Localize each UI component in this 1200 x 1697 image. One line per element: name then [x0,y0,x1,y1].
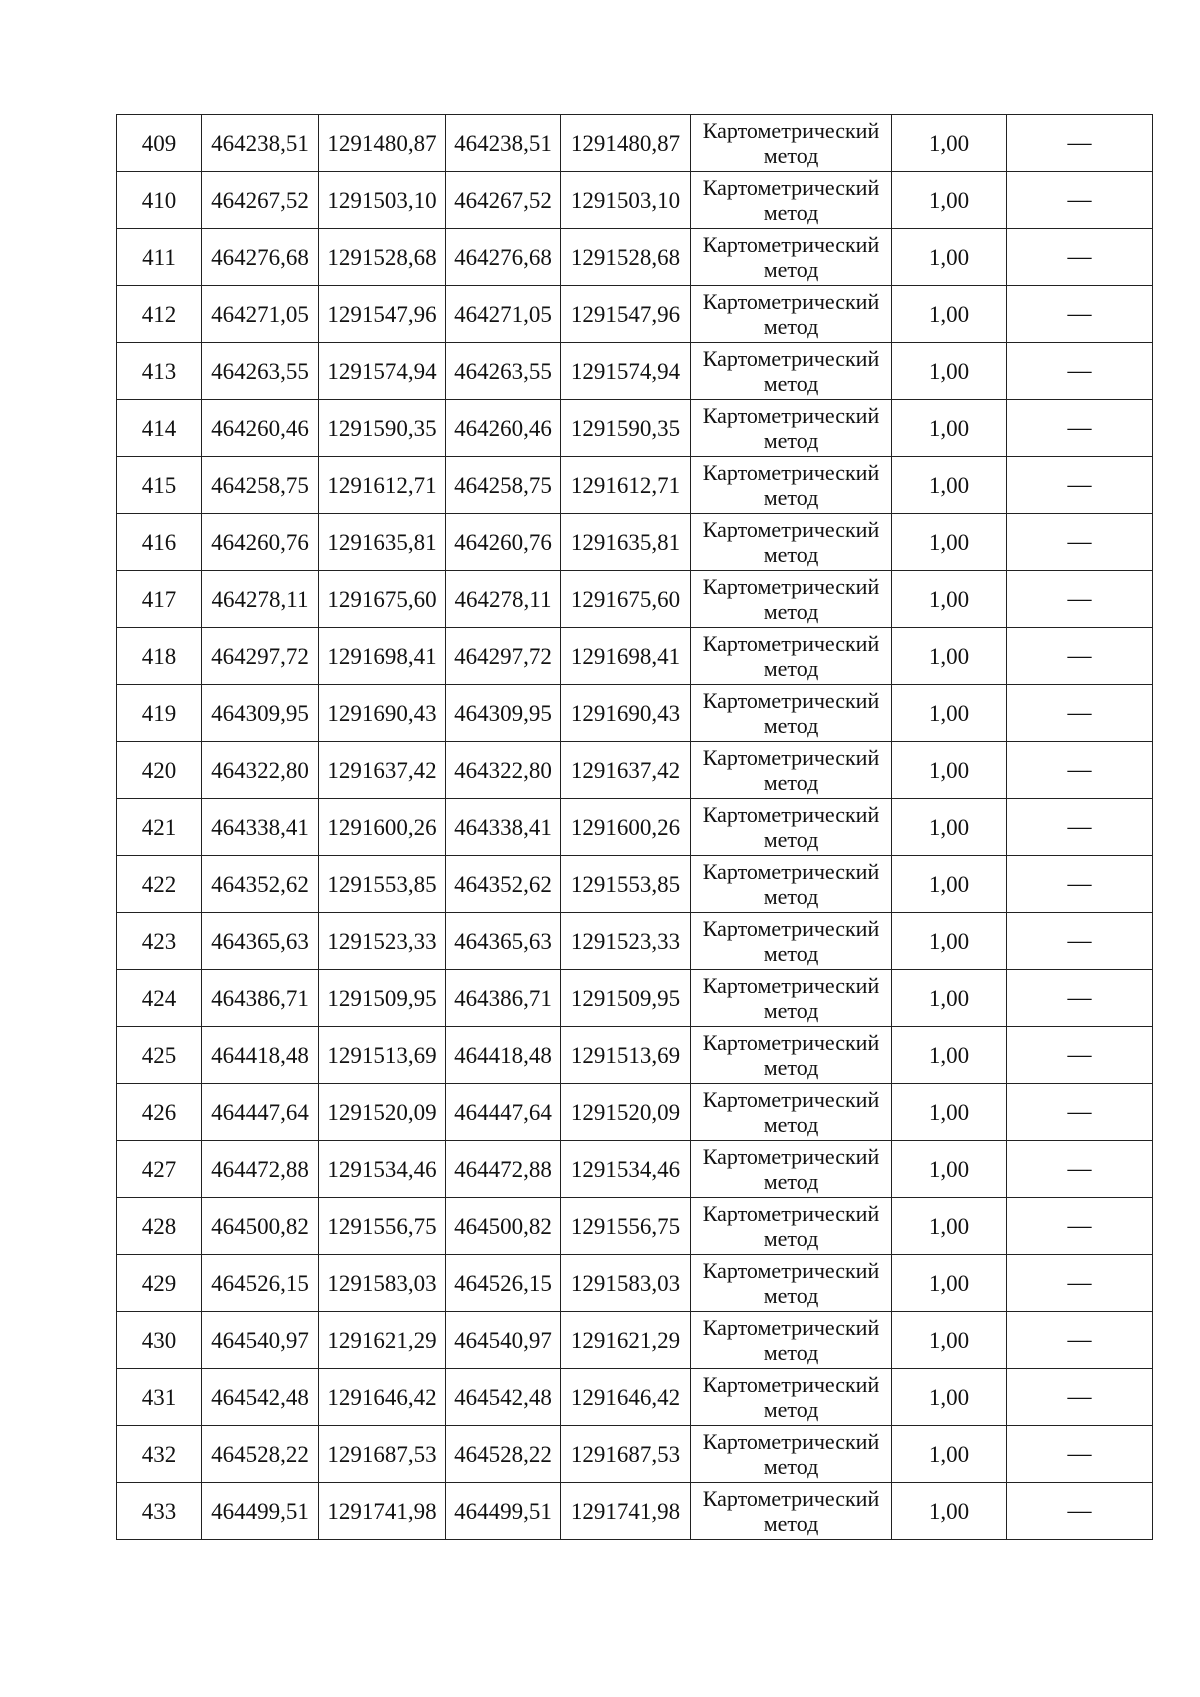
new-y-coordinate-cell: 1291503,10 [561,172,691,229]
table-row [117,685,1153,742]
existing-y-coordinate-cell: 1291528,68 [319,229,446,286]
accuracy-cell: 1,00 [892,400,1007,457]
note-cell: — [1007,229,1153,286]
method-line-2: метод [763,314,819,339]
method-line-1: Картометрический [702,289,880,314]
method-line-1: Картометрический [702,802,880,827]
table-row [117,742,1153,799]
determination-method-cell [691,457,892,514]
existing-x-coordinate-cell: 464267,52 [202,172,319,229]
accuracy-cell: 1,00 [892,799,1007,856]
accuracy-cell: 1,00 [892,856,1007,913]
new-x-coordinate-cell: 464338,41 [446,799,561,856]
method-line-1: Картометрический [702,1201,880,1226]
method-line-1: Картометрический [702,1315,880,1340]
accuracy-cell: 1,00 [892,1141,1007,1198]
determination-method-cell [691,799,892,856]
table-row [117,1312,1153,1369]
new-y-coordinate-cell: 1291675,60 [561,571,691,628]
method-line-2: метод [763,542,819,567]
method-line-1: Картометрический [702,1030,880,1055]
existing-y-coordinate-cell: 1291480,87 [319,115,446,172]
accuracy-cell: 1,00 [892,1483,1007,1540]
new-y-coordinate-cell: 1291553,85 [561,856,691,913]
existing-y-coordinate-cell: 1291547,96 [319,286,446,343]
existing-x-coordinate-cell: 464278,11 [202,571,319,628]
table-row [117,799,1153,856]
table-row [117,1369,1153,1426]
point-number-cell: 416 [117,514,202,571]
determination-method-cell [691,1141,892,1198]
existing-x-coordinate-cell: 464263,55 [202,343,319,400]
existing-x-coordinate-cell: 464297,72 [202,628,319,685]
accuracy-cell: 1,00 [892,229,1007,286]
note-cell: — [1007,1141,1153,1198]
accuracy-cell: 1,00 [892,1426,1007,1483]
point-number-cell: 419 [117,685,202,742]
note-cell: — [1007,1027,1153,1084]
table-row [117,913,1153,970]
determination-method-cell [691,286,892,343]
method-line-1: Картометрический [702,1258,880,1283]
table-row [117,400,1153,457]
determination-method-cell [691,172,892,229]
method-line-1: Картометрический [702,916,880,941]
new-y-coordinate-cell: 1291534,46 [561,1141,691,1198]
existing-x-coordinate-cell: 464260,46 [202,400,319,457]
existing-y-coordinate-cell: 1291556,75 [319,1198,446,1255]
existing-y-coordinate-cell: 1291509,95 [319,970,446,1027]
new-y-coordinate-cell: 1291574,94 [561,343,691,400]
note-cell: — [1007,1369,1153,1426]
method-line-1: Картометрический [702,1486,880,1511]
existing-y-coordinate-cell: 1291687,53 [319,1426,446,1483]
new-y-coordinate-cell: 1291600,26 [561,799,691,856]
new-x-coordinate-cell: 464263,55 [446,343,561,400]
existing-x-coordinate-cell: 464258,75 [202,457,319,514]
determination-method-cell [691,1084,892,1141]
determination-method-cell [691,685,892,742]
method-line-2: метод [763,998,819,1023]
note-cell: — [1007,970,1153,1027]
method-line-2: метод [763,1397,819,1422]
note-cell: — [1007,1255,1153,1312]
new-x-coordinate-cell: 464297,72 [446,628,561,685]
existing-y-coordinate-cell: 1291520,09 [319,1084,446,1141]
method-line-1: Картометрический [702,859,880,884]
existing-y-coordinate-cell: 1291635,81 [319,514,446,571]
point-number-cell: 420 [117,742,202,799]
accuracy-cell: 1,00 [892,913,1007,970]
table-row [117,1027,1153,1084]
existing-x-coordinate-cell: 464322,80 [202,742,319,799]
method-line-1: Картометрический [702,175,880,200]
existing-x-coordinate-cell: 464526,15 [202,1255,319,1312]
new-x-coordinate-cell: 464238,51 [446,115,561,172]
method-line-1: Картометрический [702,346,880,371]
note-cell: — [1007,286,1153,343]
existing-y-coordinate-cell: 1291698,41 [319,628,446,685]
table-row [117,514,1153,571]
point-number-cell: 426 [117,1084,202,1141]
new-x-coordinate-cell: 464352,62 [446,856,561,913]
method-line-1: Картометрический [702,1372,880,1397]
existing-x-coordinate-cell: 464528,22 [202,1426,319,1483]
table-row [117,343,1153,400]
method-line-2: метод [763,1511,819,1536]
table-row [117,1426,1153,1483]
new-x-coordinate-cell: 464258,75 [446,457,561,514]
method-line-1: Картометрический [702,517,880,542]
existing-y-coordinate-cell: 1291612,71 [319,457,446,514]
accuracy-cell: 1,00 [892,1255,1007,1312]
determination-method-cell [691,1198,892,1255]
determination-method-cell [691,400,892,457]
new-y-coordinate-cell: 1291523,33 [561,913,691,970]
new-x-coordinate-cell: 464542,48 [446,1369,561,1426]
table-row [117,856,1153,913]
accuracy-cell: 1,00 [892,1084,1007,1141]
new-y-coordinate-cell: 1291687,53 [561,1426,691,1483]
method-line-1: Картометрический [702,688,880,713]
new-y-coordinate-cell: 1291646,42 [561,1369,691,1426]
point-number-cell: 415 [117,457,202,514]
method-line-2: метод [763,1169,819,1194]
note-cell: — [1007,628,1153,685]
determination-method-cell [691,1255,892,1312]
new-x-coordinate-cell: 464271,05 [446,286,561,343]
determination-method-cell [691,742,892,799]
method-line-2: метод [763,884,819,909]
point-number-cell: 413 [117,343,202,400]
new-x-coordinate-cell: 464472,88 [446,1141,561,1198]
new-y-coordinate-cell: 1291741,98 [561,1483,691,1540]
note-cell: — [1007,1483,1153,1540]
new-x-coordinate-cell: 464278,11 [446,571,561,628]
method-line-1: Картометрический [702,1087,880,1112]
new-y-coordinate-cell: 1291520,09 [561,1084,691,1141]
existing-x-coordinate-cell: 464271,05 [202,286,319,343]
existing-x-coordinate-cell: 464338,41 [202,799,319,856]
point-number-cell: 421 [117,799,202,856]
note-cell: — [1007,115,1153,172]
determination-method-cell [691,628,892,685]
method-line-1: Картометрический [702,1144,880,1169]
point-number-cell: 425 [117,1027,202,1084]
new-y-coordinate-cell: 1291547,96 [561,286,691,343]
table-row [117,1255,1153,1312]
point-number-cell: 418 [117,628,202,685]
new-y-coordinate-cell: 1291621,29 [561,1312,691,1369]
method-line-2: метод [763,941,819,966]
existing-x-coordinate-cell: 464499,51 [202,1483,319,1540]
method-line-2: метод [763,485,819,510]
determination-method-cell [691,1027,892,1084]
note-cell: — [1007,799,1153,856]
point-number-cell: 414 [117,400,202,457]
existing-x-coordinate-cell: 464260,76 [202,514,319,571]
existing-x-coordinate-cell: 464352,62 [202,856,319,913]
determination-method-cell [691,1426,892,1483]
accuracy-cell: 1,00 [892,514,1007,571]
existing-x-coordinate-cell: 464418,48 [202,1027,319,1084]
new-y-coordinate-cell: 1291690,43 [561,685,691,742]
existing-x-coordinate-cell: 464365,63 [202,913,319,970]
accuracy-cell: 1,00 [892,286,1007,343]
method-line-2: метод [763,200,819,225]
existing-y-coordinate-cell: 1291574,94 [319,343,446,400]
method-line-1: Картометрический [702,1429,880,1454]
accuracy-cell: 1,00 [892,970,1007,1027]
method-line-1: Картометрический [702,574,880,599]
point-number-cell: 424 [117,970,202,1027]
existing-y-coordinate-cell: 1291646,42 [319,1369,446,1426]
determination-method-cell [691,229,892,286]
table-row [117,1084,1153,1141]
accuracy-cell: 1,00 [892,115,1007,172]
table-row [117,115,1153,172]
method-line-1: Картометрический [702,973,880,998]
new-x-coordinate-cell: 464260,46 [446,400,561,457]
method-line-2: метод [763,1283,819,1308]
existing-x-coordinate-cell: 464472,88 [202,1141,319,1198]
existing-x-coordinate-cell: 464238,51 [202,115,319,172]
new-y-coordinate-cell: 1291635,81 [561,514,691,571]
method-line-2: метод [763,1454,819,1479]
new-y-coordinate-cell: 1291698,41 [561,628,691,685]
point-number-cell: 410 [117,172,202,229]
point-number-cell: 428 [117,1198,202,1255]
point-number-cell: 412 [117,286,202,343]
method-line-2: метод [763,599,819,624]
method-line-2: метод [763,713,819,738]
note-cell: — [1007,343,1153,400]
determination-method-cell [691,1312,892,1369]
new-x-coordinate-cell: 464528,22 [446,1426,561,1483]
determination-method-cell [691,115,892,172]
point-number-cell: 417 [117,571,202,628]
coordinates-table [116,114,1153,1540]
method-line-1: Картометрический [702,403,880,428]
accuracy-cell: 1,00 [892,1369,1007,1426]
accuracy-cell: 1,00 [892,742,1007,799]
new-y-coordinate-cell: 1291637,42 [561,742,691,799]
point-number-cell: 409 [117,115,202,172]
new-y-coordinate-cell: 1291509,95 [561,970,691,1027]
method-line-2: метод [763,428,819,453]
accuracy-cell: 1,00 [892,1027,1007,1084]
existing-x-coordinate-cell: 464542,48 [202,1369,319,1426]
note-cell: — [1007,172,1153,229]
existing-y-coordinate-cell: 1291534,46 [319,1141,446,1198]
method-line-1: Картометрический [702,745,880,770]
note-cell: — [1007,1084,1153,1141]
point-number-cell: 432 [117,1426,202,1483]
point-number-cell: 423 [117,913,202,970]
method-line-2: метод [763,371,819,396]
new-y-coordinate-cell: 1291480,87 [561,115,691,172]
accuracy-cell: 1,00 [892,1312,1007,1369]
new-x-coordinate-cell: 464260,76 [446,514,561,571]
existing-y-coordinate-cell: 1291621,29 [319,1312,446,1369]
existing-x-coordinate-cell: 464447,64 [202,1084,319,1141]
accuracy-cell: 1,00 [892,1198,1007,1255]
point-number-cell: 429 [117,1255,202,1312]
method-line-2: метод [763,1055,819,1080]
existing-y-coordinate-cell: 1291523,33 [319,913,446,970]
accuracy-cell: 1,00 [892,628,1007,685]
table-body [117,115,1153,1540]
method-line-2: метод [763,1112,819,1137]
accuracy-cell: 1,00 [892,343,1007,400]
new-y-coordinate-cell: 1291590,35 [561,400,691,457]
existing-y-coordinate-cell: 1291590,35 [319,400,446,457]
method-line-1: Картометрический [702,460,880,485]
method-line-1: Картометрический [702,631,880,656]
table-row [117,571,1153,628]
determination-method-cell [691,571,892,628]
new-y-coordinate-cell: 1291528,68 [561,229,691,286]
new-x-coordinate-cell: 464499,51 [446,1483,561,1540]
note-cell: — [1007,913,1153,970]
existing-y-coordinate-cell: 1291741,98 [319,1483,446,1540]
determination-method-cell [691,1369,892,1426]
determination-method-cell [691,913,892,970]
table-row [117,1198,1153,1255]
method-line-2: метод [763,1340,819,1365]
new-y-coordinate-cell: 1291583,03 [561,1255,691,1312]
determination-method-cell [691,514,892,571]
note-cell: — [1007,1198,1153,1255]
point-number-cell: 431 [117,1369,202,1426]
method-line-2: метод [763,827,819,852]
point-number-cell: 422 [117,856,202,913]
existing-y-coordinate-cell: 1291600,26 [319,799,446,856]
determination-method-cell [691,970,892,1027]
table-row [117,628,1153,685]
method-line-2: метод [763,143,819,168]
note-cell: — [1007,742,1153,799]
method-line-2: метод [763,1226,819,1251]
note-cell: — [1007,685,1153,742]
note-cell: — [1007,514,1153,571]
new-y-coordinate-cell: 1291556,75 [561,1198,691,1255]
existing-y-coordinate-cell: 1291583,03 [319,1255,446,1312]
method-line-2: метод [763,257,819,282]
table-row [117,286,1153,343]
method-line-1: Картометрический [702,118,880,143]
method-line-2: метод [763,656,819,681]
existing-x-coordinate-cell: 464276,68 [202,229,319,286]
new-x-coordinate-cell: 464322,80 [446,742,561,799]
existing-y-coordinate-cell: 1291513,69 [319,1027,446,1084]
note-cell: — [1007,856,1153,913]
note-cell: — [1007,1426,1153,1483]
new-x-coordinate-cell: 464365,63 [446,913,561,970]
new-x-coordinate-cell: 464386,71 [446,970,561,1027]
point-number-cell: 411 [117,229,202,286]
existing-y-coordinate-cell: 1291690,43 [319,685,446,742]
accuracy-cell: 1,00 [892,457,1007,514]
table-row [117,457,1153,514]
accuracy-cell: 1,00 [892,172,1007,229]
existing-y-coordinate-cell: 1291637,42 [319,742,446,799]
existing-y-coordinate-cell: 1291503,10 [319,172,446,229]
note-cell: — [1007,400,1153,457]
new-x-coordinate-cell: 464540,97 [446,1312,561,1369]
new-x-coordinate-cell: 464500,82 [446,1198,561,1255]
note-cell: — [1007,457,1153,514]
table-row [117,172,1153,229]
note-cell: — [1007,1312,1153,1369]
existing-x-coordinate-cell: 464309,95 [202,685,319,742]
existing-y-coordinate-cell: 1291553,85 [319,856,446,913]
new-x-coordinate-cell: 464418,48 [446,1027,561,1084]
determination-method-cell [691,856,892,913]
new-y-coordinate-cell: 1291612,71 [561,457,691,514]
note-cell: — [1007,571,1153,628]
new-x-coordinate-cell: 464267,52 [446,172,561,229]
table-row [117,1483,1153,1540]
existing-x-coordinate-cell: 464500,82 [202,1198,319,1255]
new-x-coordinate-cell: 464447,64 [446,1084,561,1141]
point-number-cell: 427 [117,1141,202,1198]
new-x-coordinate-cell: 464526,15 [446,1255,561,1312]
table-row [117,229,1153,286]
point-number-cell: 430 [117,1312,202,1369]
accuracy-cell: 1,00 [892,571,1007,628]
determination-method-cell [691,343,892,400]
method-line-2: метод [763,770,819,795]
new-x-coordinate-cell: 464309,95 [446,685,561,742]
existing-y-coordinate-cell: 1291675,60 [319,571,446,628]
existing-x-coordinate-cell: 464386,71 [202,970,319,1027]
determination-method-cell [691,1483,892,1540]
existing-x-coordinate-cell: 464540,97 [202,1312,319,1369]
new-x-coordinate-cell: 464276,68 [446,229,561,286]
table-row [117,1141,1153,1198]
point-number-cell: 433 [117,1483,202,1540]
accuracy-cell: 1,00 [892,685,1007,742]
new-y-coordinate-cell: 1291513,69 [561,1027,691,1084]
method-line-1: Картометрический [702,232,880,257]
table-row [117,970,1153,1027]
